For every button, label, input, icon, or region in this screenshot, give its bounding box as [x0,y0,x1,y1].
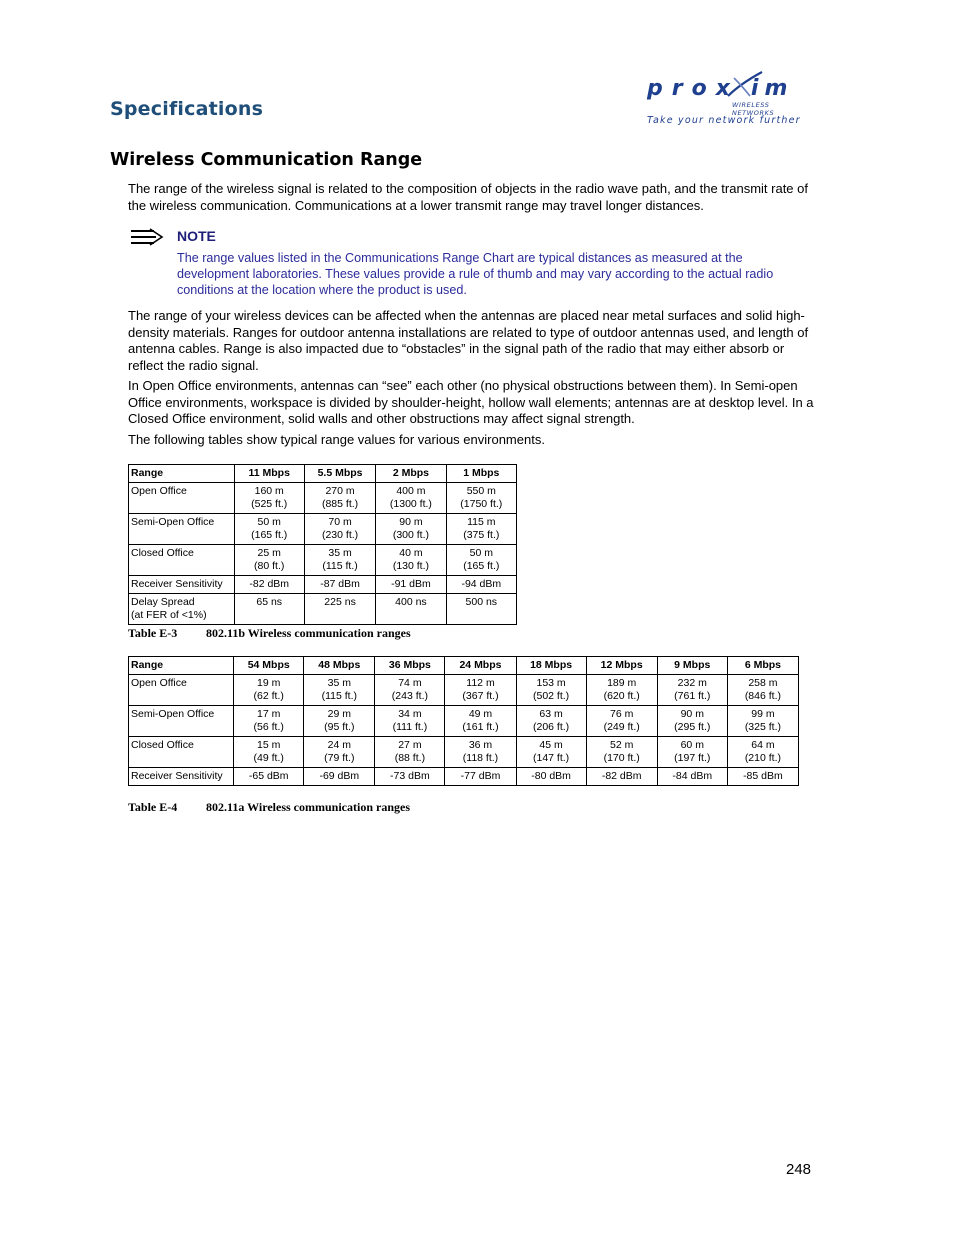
table-cell [234,768,304,786]
cell-value-line: (147 ft.) [532,752,570,764]
table-cell [446,483,516,514]
column-header: 5.5 Mbps [304,465,375,483]
column-header: 1 Mbps [446,465,516,483]
cell-value-line: 19 m [257,677,281,689]
table-row [129,675,799,706]
note-arrow-icon [130,228,164,246]
table-cell [727,737,798,768]
table-cell [376,483,446,514]
table-cell [376,594,446,625]
table-cell [304,576,375,594]
row-label-line: Open Office [131,485,187,497]
row-label-line: Delay Spread [131,596,195,608]
table-e3-caption-text: 802.11b Wireless communication ranges [206,626,411,640]
cell-value-line: 74 m [398,677,422,689]
cell-value-line: 17 m [257,708,281,720]
table-cell [304,545,375,576]
table-cell [516,768,586,786]
table-cell [304,675,375,706]
cell-value-line: (161 ft.) [462,721,499,733]
table-cell [586,706,657,737]
table-cell [516,706,586,737]
cell-value-line: 400 ns [395,596,427,608]
table-cell [234,594,304,625]
cell-value-line: (62 ft.) [253,690,284,702]
cell-value-line: (367 ft.) [462,690,499,702]
cell-value-line: 40 m [399,547,423,559]
row-label [129,483,235,514]
cell-value-line: (165 ft.) [251,529,288,541]
table-cell [234,483,304,514]
cell-value-line: (95 ft.) [324,721,355,733]
cell-value-line: (243 ft.) [391,690,428,702]
body-paragraph-tables-intro: The following tables show typical range values for various environments. [128,432,545,447]
body-paragraph-antennas: The range of your wireless devices can be affected when the antennas are placed near metal surfaces and solid high-density materials. Ranges for outdoor antenna installations are related to type of outdoor antennas used, and length of antenna cables. Range is also impacted due to “obstacles” in the signal path of the radio that may either absorb or reflect the radio signal. [128,308,809,373]
row-label [129,545,235,576]
cell-value-line: -73 dBm [390,770,430,782]
row-label [129,514,235,545]
row-label-line: Closed Office [131,739,194,751]
cell-value-line: 115 m [467,516,496,528]
row-label [129,675,234,706]
table-cell [375,737,445,768]
table-cell [234,576,304,594]
row-label [129,768,234,786]
table-e4-caption [128,800,410,815]
table-e4-caption-text: 802.11a Wireless communication ranges [206,800,410,814]
table-cell [727,706,798,737]
row-label-line: Semi-Open Office [131,708,215,720]
page-header-title: Specifications [110,98,264,120]
cell-value-line: 36 m [468,739,493,751]
table-row [129,514,517,545]
table-row [129,706,799,737]
row-label-line: Closed Office [131,547,194,559]
cell-value-line: -65 dBm [248,770,289,782]
column-header: 54 Mbps [234,657,304,675]
cell-value-line: 52 m [610,739,634,751]
cell-value-line: (525 ft.) [251,498,288,510]
cell-value-line: 64 m [751,739,775,751]
table-cell [446,594,516,625]
cell-value-line: (502 ft.) [532,690,570,702]
table-cell [375,675,445,706]
table-cell [445,768,516,786]
table-row [129,545,517,576]
body-paragraph-environments: In Open Office environments, antennas can “see” each other (no physical obstructions between them). In Semi-open Office environments, workspace is divided by shoulder-height, hollow wall elements; antennas are at desktop level. In a Closed Office environment, solid walls and other obstructions may affect signal strength. [128,378,814,427]
table-cell [375,768,445,786]
column-header: 11 Mbps [234,465,304,483]
table-e3-caption [128,626,411,641]
logo-tagline: Take your network further [647,115,801,126]
table-cell [586,737,657,768]
table-cell [304,706,375,737]
cell-value-line: -91 dBm [391,578,431,590]
column-header: 24 Mbps [445,657,516,675]
cell-value-line: 90 m [680,708,704,720]
table-cell [376,576,446,594]
note-text: The range values listed in the Communications Range Chart are typical distances as measured at the development laboratories. These values provide a rule of thumb and may vary according to the actual radio conditions at the location where the product is used. [177,251,774,297]
row-label-line: Receiver Sensitivity [131,770,223,782]
cell-value-line: -87 dBm [320,578,360,590]
cell-value-line: 35 m [328,547,352,559]
cell-value-line: -85 dBm [743,770,783,782]
cell-value-line: 76 m [610,708,634,720]
cell-value-line: -77 dBm [460,770,501,782]
table-cell [586,675,657,706]
column-header: 48 Mbps [304,657,375,675]
table-cell [445,737,516,768]
cell-value-line: -94 dBm [461,578,502,590]
table-cell [376,514,446,545]
cell-value-line: 25 m [257,547,281,559]
cell-value-line: (130 ft.) [392,560,430,572]
cell-value-line: (56 ft.) [253,721,284,733]
table-cell [376,545,446,576]
table-802-11b-ranges [128,464,517,625]
table-cell [727,768,798,786]
table-row [129,768,799,786]
table-cell [516,675,586,706]
cell-value-line: -69 dBm [319,770,360,782]
cell-value-line: (210 ft.) [744,752,781,764]
table-cell [657,737,727,768]
cell-value-line: (846 ft.) [744,690,781,702]
logo-subtitle: WIRELESS NETWORKS [732,101,775,117]
cell-value-line: 70 m [328,516,352,528]
row-label [129,576,235,594]
cell-value-line: 112 m [466,677,495,689]
table-cell [446,576,516,594]
row-label-line: Open Office [131,677,187,689]
cell-value-line: (230 ft.) [321,529,359,541]
cell-value-line: 50 m [257,516,281,528]
table-cell [516,737,586,768]
cell-value-line: 45 m [539,739,563,751]
section-title: Wireless Communication Range [110,150,423,170]
cell-value-line: -82 dBm [601,770,642,782]
table-cell [375,706,445,737]
cell-value-line: (1300 ft.) [389,498,432,510]
table-e3-caption-number: Table E-3 [128,626,178,640]
cell-value-line: (325 ft.) [744,721,781,733]
table-cell [304,514,375,545]
cell-value-line: (88 ft.) [394,752,426,764]
table-header-row [129,657,799,675]
cell-value-line: (80 ft.) [254,560,285,572]
cell-value-line: (885 ft.) [321,498,359,510]
cell-value-line: (118 ft.) [462,752,499,764]
table-row [129,576,517,594]
row-label-line: Receiver Sensitivity [131,578,223,590]
cell-value-line: 27 m [398,739,422,751]
cell-value-line: 500 ns [465,596,498,608]
cell-value-line: -80 dBm [531,770,571,782]
table-cell [727,675,798,706]
cell-value-line: 63 m [539,708,563,720]
cell-value-line: (79 ft.) [324,752,355,764]
table-row [129,594,517,625]
table-cell [304,768,375,786]
cell-value-line: -82 dBm [249,578,290,590]
cell-value-line: (249 ft.) [603,721,640,733]
cell-value-line: 24 m [327,739,351,751]
cell-value-line: (115 ft.) [321,690,357,702]
cell-value-line: (165 ft.) [463,560,500,572]
cell-value-line: (49 ft.) [253,752,284,764]
cell-value-line: 225 ns [324,596,356,608]
cell-value-line: 550 m [466,485,496,497]
row-label-line: Semi-Open Office [131,516,215,528]
table-cell [657,706,727,737]
cell-value-line: -84 dBm [672,770,713,782]
cell-value-line: 49 m [468,708,493,720]
table-cell [234,675,304,706]
column-header: Range [129,465,235,483]
note-label: NOTE [177,228,216,244]
table-cell [446,545,516,576]
cell-value-line: 15 m [257,739,281,751]
cell-value-line: (300 ft.) [392,529,430,541]
cell-value-line: (111 ft.) [392,721,428,733]
proxim-logo [644,70,804,130]
table-e4-caption-number: Table E-4 [128,800,178,814]
table-cell [657,768,727,786]
table-cell [234,737,304,768]
cell-value-line: 232 m [677,677,707,689]
table-cell [446,514,516,545]
table-cell [304,594,375,625]
cell-value-line: 90 m [399,516,423,528]
table-cell [445,706,516,737]
cell-value-line: 160 m [254,485,284,497]
table-cell [586,768,657,786]
column-header: 12 Mbps [586,657,657,675]
cell-value-line: (620 ft.) [603,690,640,702]
page-number: 248 [786,1161,812,1178]
row-label [129,706,234,737]
table-cell [445,675,516,706]
cell-value-line: 99 m [751,708,775,720]
cell-value-line: (115 ft.) [322,560,358,572]
intro-paragraph: The range of the wireless signal is related to the composition of objects in the radio wave path, and the transmit rate of the wireless communication. Communications at a lower transmit range may travel longer distances. [128,181,808,213]
cell-value-line: 65 ns [256,596,283,608]
cell-value-line: (295 ft.) [674,721,711,733]
table-cell [234,706,304,737]
cell-value-line: (206 ft.) [532,721,570,733]
row-label-line: (at FER of <1%) [131,609,207,621]
row-label [129,737,234,768]
table-cell [657,675,727,706]
column-header: 2 Mbps [376,465,446,483]
cell-value-line: 189 m [607,677,637,689]
cell-value-line: 258 m [748,677,778,689]
table-row [129,483,517,514]
cell-value-line: 270 m [325,485,355,497]
cell-value-line: 153 m [536,677,566,689]
column-header: Range [129,657,234,675]
column-header: 9 Mbps [657,657,727,675]
cell-value-line: 60 m [680,739,704,751]
table-header-row [129,465,517,483]
logo-wordmark: prox im [647,76,794,101]
cell-value-line: 29 m [327,708,351,720]
table-cell [304,737,375,768]
table-cell [234,545,304,576]
table-cell [304,483,375,514]
cell-value-line: 34 m [398,708,422,720]
cell-value-line: (197 ft.) [674,752,711,764]
table-802-11a-ranges [128,656,799,786]
cell-value-line: 400 m [396,485,426,497]
table-cell [234,514,304,545]
cell-value-line: (761 ft.) [674,690,711,702]
cell-value-line: 50 m [469,547,493,559]
column-header: 36 Mbps [375,657,445,675]
column-header: 6 Mbps [727,657,798,675]
column-header: 18 Mbps [516,657,586,675]
cell-value-line: (1750 ft.) [460,498,503,510]
table-row [129,737,799,768]
cell-value-line: (170 ft.) [603,752,640,764]
cell-value-line: 35 m [327,677,351,689]
row-label [129,594,235,625]
cell-value-line: (375 ft.) [463,529,500,541]
